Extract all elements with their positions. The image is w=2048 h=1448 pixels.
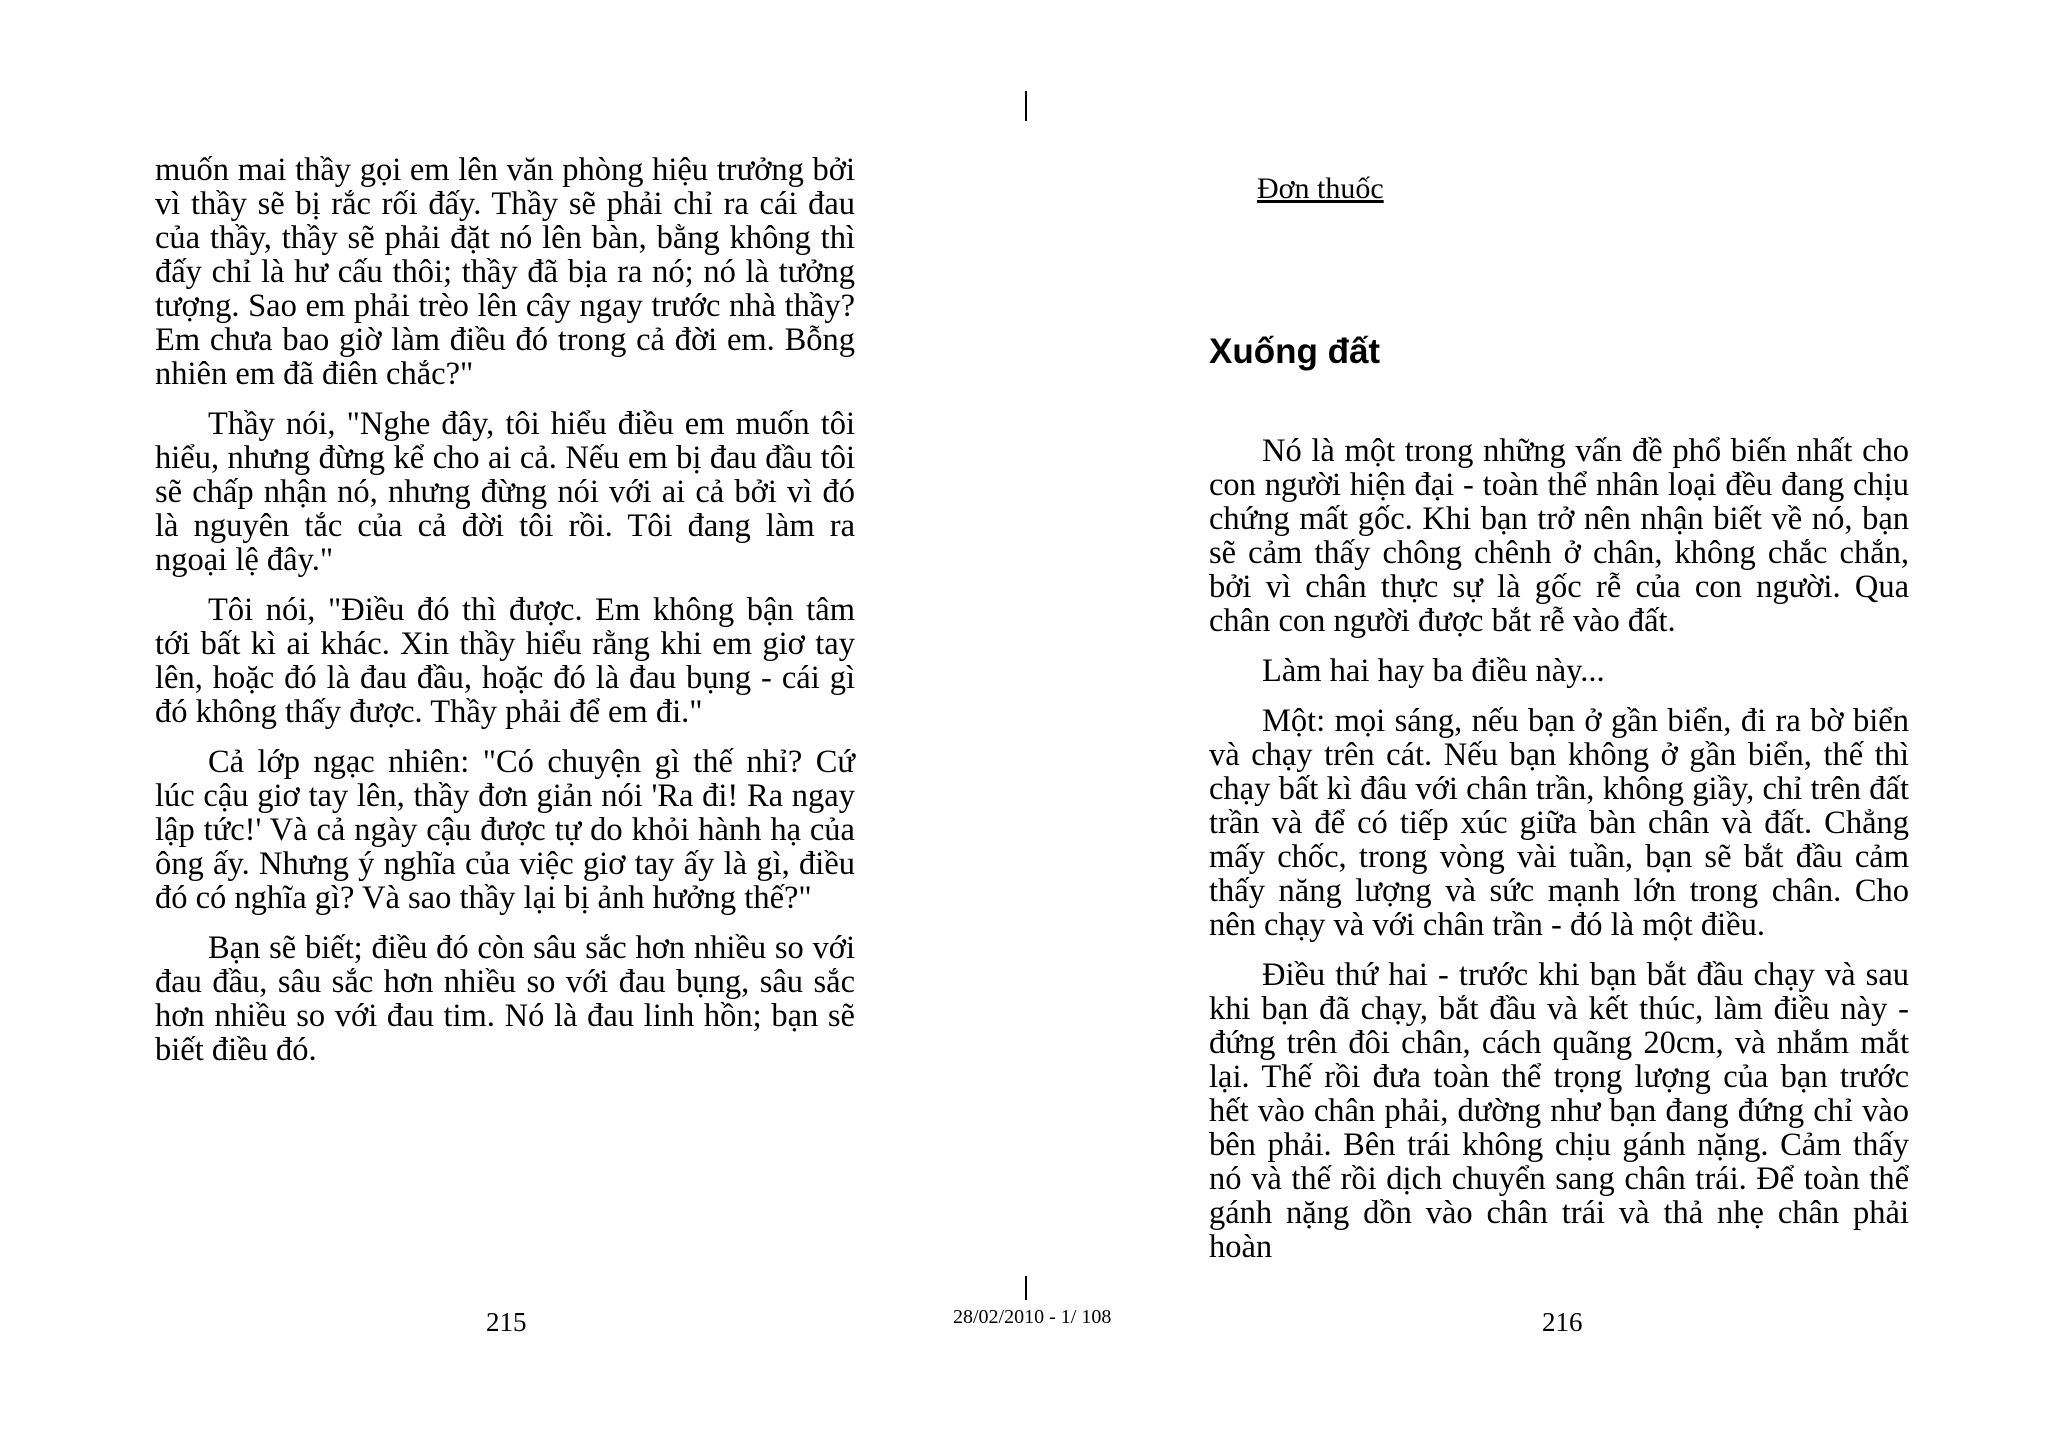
paragraph: muốn mai thầy gọi em lên văn phòng hiệu trưởng bởi vì thầy sẽ bị rắc rối đấy. Thầy sẽ phải chỉ ra cái đau của thầy, thầy sẽ phải đặt nó lên bàn, bằng không thì đấy chỉ là hư cấu thôi; thầy đã bịa ra nó; nó là tưởng tượng. Sao em phải trèo lên cây ngay trước nhà thầy? Em chưa bao giờ làm điều đó trong cả đời em. Bỗng nhiên em đã điên chắc?" (155, 152, 855, 392)
paragraph: Làm hai hay ba điều này... (1262, 653, 1605, 689)
paragraph: Cả lớp ngạc nhiên: "Có chuyện gì thế nhỉ? Cứ lúc cậu giơ tay lên, thầy đơn giản nói 'Ra đi! Ra ngay lập tức!' Và cả ngày cậu được tự do khỏi hành hạ của ông ấy. Nhưng ý nghĩa của việc giơ tay ấy là gì, điều đó có nghĩa gì? Và sao thầy lại bị ảnh hưởng thế?" (155, 744, 855, 916)
paragraph: Điều thứ hai - trước khi bạn bắt đầu chạy và sau khi bạn đã chạy, bắt đầu và kết thúc, làm điều này - đứng trên đôi chân, cách quãng 20cm, và nhắm mắt lại. Thế rồi đưa toàn thể trọng lượng của bạn trước hết vào chân phải, dường như bạn đang đứng chỉ vào bên phải. Bên trái không chịu gánh nặng. Cảm thấy nó và thế rồi dịch chuyển sang chân trái. Để toàn thể gánh nặng dồn vào chân trái và thả nhẹ chân phải hoàn (1209, 957, 1909, 1265)
paragraph: Thầy nói, "Nghe đây, tôi hiểu điều em muốn tôi hiểu, nhưng đừng kể cho ai cả. Nếu em bị đau đầu tôi sẽ chấp nhận nó, nhưng đừng nói với ai cả bởi vì đó là nguyên tắc của cả đời tôi rồi. Tôi đang làm ra ngoại lệ đây." (155, 406, 855, 578)
paragraph: Bạn sẽ biết; điều đó còn sâu sắc hơn nhiều so với đau đầu, sâu sắc hơn nhiều so với đau bụng, sâu sắc hơn nhiều so với đau tim. Nó là đau linh hồn; bạn sẽ biết điều đó. (155, 930, 855, 1068)
right-page-text (1209, 434, 1909, 1280)
paragraph: Một: mọi sáng, nếu bạn ở gần biển, đi ra bờ biển và chạy trên cát. Nếu bạn không ở gần biển, thế thì chạy bất kì đâu với chân trần, không giầy, chỉ trên đất trần và để có tiếp xúc giữa bàn chân và đất. Chẳng mấy chốc, trong vòng vài tuần, bạn sẽ bắt đầu cảm thấy năng lượng và sức mạnh lớn trong chân. Cho nên chạy và với chân trần - đó là một điều. (1209, 703, 1909, 943)
chapter-title: Xuống đất (1209, 332, 1381, 371)
section-link[interactable]: Đơn thuốc (1257, 172, 1384, 205)
right-page (1024, 0, 2048, 1448)
paragraph: Nó là một trong những vấn đề phổ biến nhất cho con người hiện đại - toàn thể nhân loại đều đang chịu chứng mất gốc. Khi bạn trở nên nhận biết về nó, bạn sẽ cảm thấy chông chênh ở chân, không chắc chắn, bởi vì chân thực sự là gốc rễ của con người. Qua chân con người được bắt rễ vào đất. (1209, 433, 1909, 639)
page-number-right: 216 (1542, 1307, 1583, 1337)
left-page-text (155, 153, 855, 1083)
page-number-left: 215 (486, 1307, 527, 1337)
footer-date: 28/02/2010 - 1/ 108 (953, 1306, 1112, 1328)
paragraph: Tôi nói, "Điều đó thì được. Em không bận tâm tới bất kì ai khác. Xin thầy hiểu rằng khi em giơ tay lên, hoặc đó là đau đầu, hoặc đó là đau bụng - cái gì đó không thấy được. Thầy phải để em đi." (155, 592, 855, 730)
